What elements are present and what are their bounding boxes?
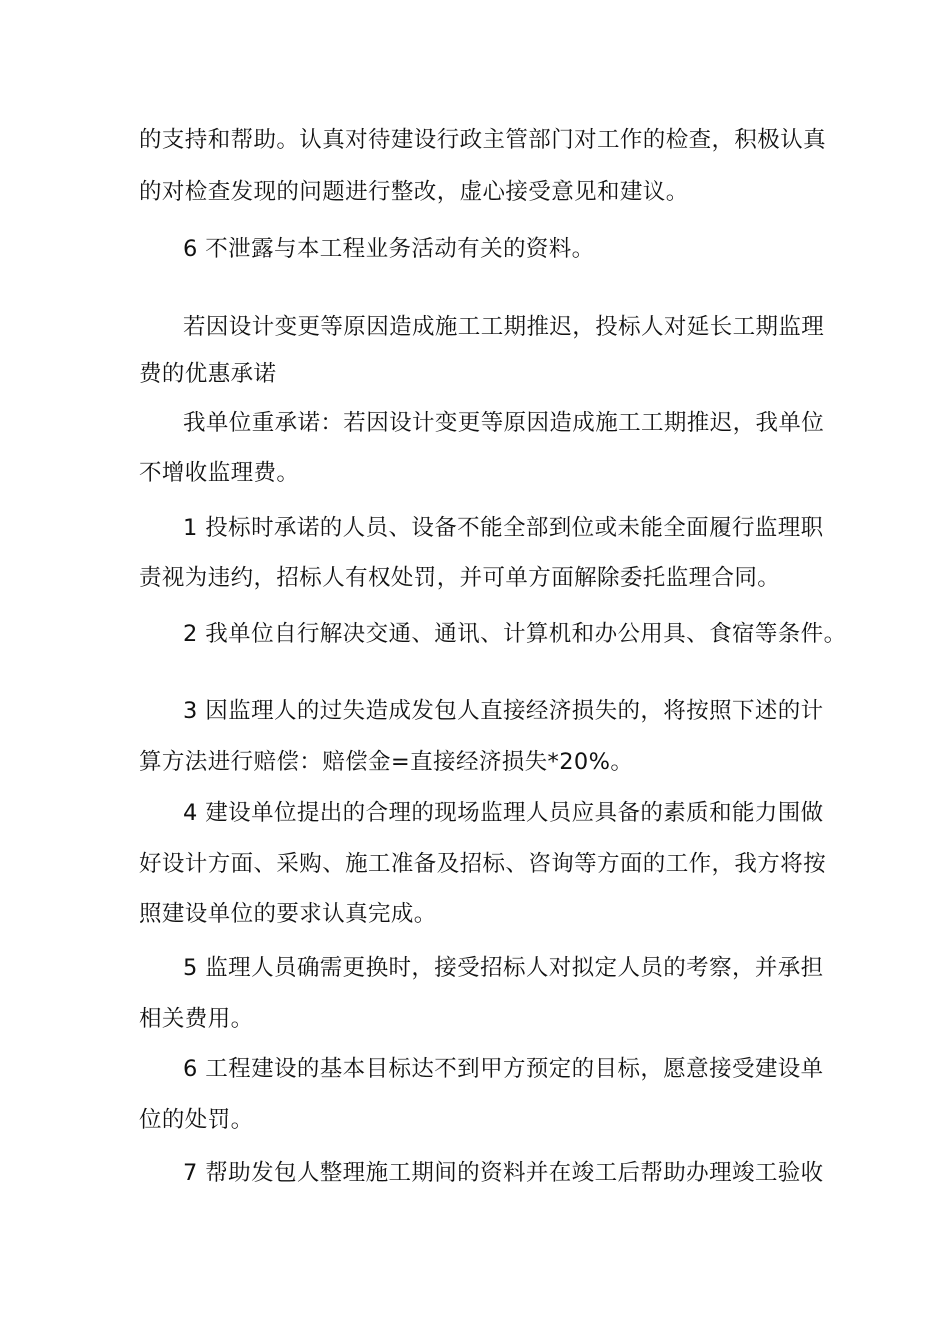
text-line: 我单位重承诺：若因设计变更等原因造成施工工期推迟，我单位: [183, 410, 825, 436]
text-line: 5 监理人员确需更换时，接受招标人对拟定人员的考察，并承担: [183, 955, 824, 981]
text-line: 3 因监理人的过失造成发包人直接经济损失的，将按照下述的计: [183, 698, 824, 724]
text-line: 好设计方面、采购、施工准备及招标、咨询等方面的工作，我方将按: [139, 851, 827, 877]
text-line: 责视为违约，招标人有权处罚，并可单方面解除委托监理合同。: [139, 565, 781, 591]
text-line: 位的处罚。: [139, 1107, 254, 1133]
text-line: 6 工程建设的基本目标达不到甲方预定的目标，愿意接受建设单: [183, 1056, 824, 1082]
text-line: 相关费用。: [139, 1006, 254, 1032]
text-line: 7 帮助发包人整理施工期间的资料并在竣工后帮助办理竣工验收: [183, 1160, 824, 1186]
text-line: 费的优惠承诺: [139, 361, 277, 387]
text-line: 2 我单位自行解决交通、通讯、计算机和办公用具、食宿等条件。: [183, 621, 847, 647]
text-line: 若因设计变更等原因造成施工工期推迟，投标人对延长工期监理: [183, 314, 825, 340]
text-line: 照建设单位的要求认真完成。: [139, 901, 437, 927]
text-line: 的对检查发现的问题进行整改，虚心接受意见和建议。: [139, 179, 689, 205]
text-line: 1 投标时承诺的人员、设备不能全部到位或未能全面履行监理职: [183, 515, 824, 541]
text-line: 4 建设单位提出的合理的现场监理人员应具备的素质和能力围做: [183, 800, 824, 826]
text-line: 不增收监理费。: [139, 460, 300, 486]
text-line: 的支持和帮助。认真对待建设行政主管部门对工作的检查，积极认真: [139, 127, 827, 153]
text-line: 6 不泄露与本工程业务活动有关的资料。: [183, 236, 595, 262]
text-line: 算方法进行赔偿：赔偿金=直接经济损失*20%。: [139, 749, 634, 775]
